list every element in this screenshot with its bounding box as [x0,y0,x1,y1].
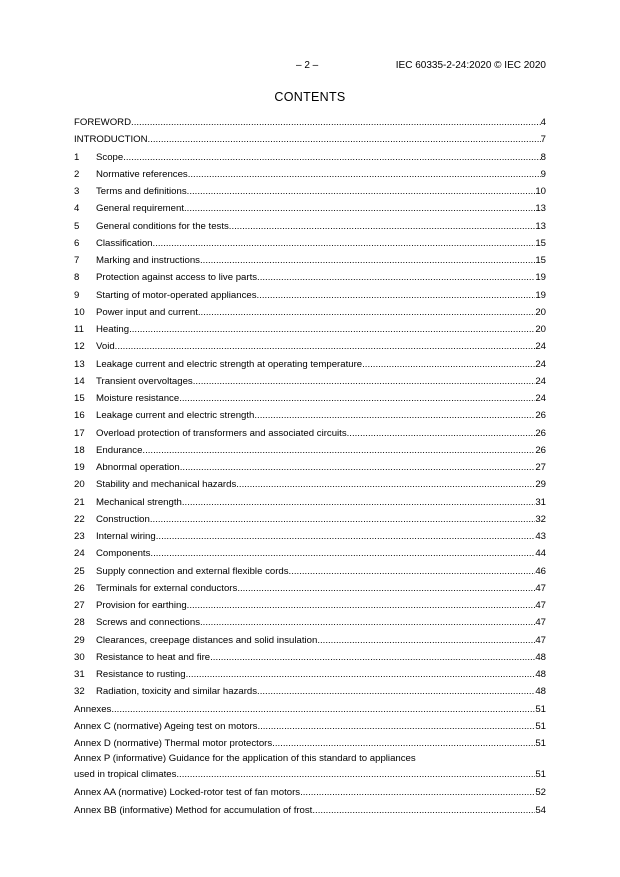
toc-entry-title: Resistance to rusting [96,669,186,680]
toc-entry-number: 8 [74,272,80,284]
toc-entry-page: 47 [535,617,546,629]
toc-entry-title: Leakage current and electric strength at operating temperature [96,358,363,370]
toc-entry[interactable] [74,149,546,166]
toc-entry-page: 24 [535,375,546,387]
toc-entry-number: 22 [74,513,85,525]
dot-leader [237,580,535,597]
toc-entry[interactable] [74,252,546,269]
toc-entry-title: Scope [96,151,124,163]
dot-leader [347,425,536,442]
toc-entry-number: 24 [74,548,85,560]
toc-entry-title: Supply connection and external flexible cords [96,565,289,577]
toc-entry-page: 26 [535,410,546,422]
toc-entry-number: 10 [74,306,85,318]
table-of-contents [74,114,546,819]
toc-entry-title: used in tropical climates [74,769,177,781]
toc-entry[interactable] [74,166,546,183]
toc-entry[interactable] [74,356,546,373]
dot-leader [156,528,536,545]
toc-entry-title: Resistance to heat and fire [96,651,211,663]
toc-entry-title: Clearances, creepage distances and solid insulation [96,634,318,646]
toc-entry-title: Normative references [96,168,188,180]
dot-leader [257,718,535,735]
toc-entry-number: 18 [74,444,85,456]
dot-leader [182,494,535,511]
toc-entry-page: 51 [535,769,546,781]
toc-entry-title: Screws and connections [96,617,200,629]
toc-entry[interactable] [74,321,546,338]
toc-entry-title: INTRODUCTION [74,134,148,146]
dot-leader [115,338,536,355]
toc-entry-number: 21 [74,496,85,508]
dot-leader [184,200,535,217]
dot-leader [200,252,535,269]
toc-entry[interactable] [74,528,546,545]
toc-entry[interactable] [74,459,546,476]
toc-entry-page: 48 [535,669,546,680]
toc-entry-page: 19 [535,272,546,284]
toc-entry-number: 3 [74,186,80,197]
toc-entry[interactable] [74,563,546,580]
toc-entry-page: 20 [535,306,546,318]
toc-entry[interactable] [74,425,546,442]
toc-entry-number: 17 [74,427,85,439]
toc-entry-number: 13 [74,358,85,370]
toc-entry-number: 23 [74,531,85,542]
toc-entry-number: 31 [74,669,85,680]
toc-entry-title: General conditions for the tests [96,220,229,232]
dot-leader [187,597,536,614]
toc-entry-number: 26 [74,582,85,594]
dot-leader [210,649,535,666]
toc-entry-page: 51 [535,720,546,732]
toc-entry[interactable] [74,269,546,286]
toc-entry-page: 51 [535,703,546,715]
toc-entry-title: Power input and current [96,306,198,318]
toc-entry[interactable] [74,632,546,649]
dot-leader [129,321,535,338]
dot-leader [257,269,535,286]
toc-entry-title: Provision for earthing [96,600,187,611]
toc-entry-number: 12 [74,341,85,353]
toc-entry-number: 19 [74,462,85,473]
toc-entry-number: 27 [74,600,85,611]
toc-entry[interactable] [74,407,546,424]
toc-entry-title: Endurance [96,444,143,456]
toc-entry[interactable] [74,701,546,718]
toc-entry-title: Stability and mechanical hazards [96,479,237,491]
toc-entry[interactable] [74,614,546,631]
toc-entry[interactable] [74,718,546,735]
dot-leader [111,701,535,718]
dot-leader [148,131,541,148]
toc-entry-title: Annex BB (informative) Method for accumulation of frost [74,804,313,816]
dot-leader [186,666,536,683]
toc-entry-page: 32 [535,513,546,525]
toc-entry[interactable] [74,200,546,217]
toc-entry-number: 29 [74,634,85,646]
dot-leader [142,442,535,459]
toc-entry-number: 28 [74,617,85,629]
toc-entry[interactable] [74,442,546,459]
toc-entry[interactable] [74,304,546,321]
toc-entry-page: 43 [535,531,546,542]
contents-title: CONTENTS [274,90,346,104]
toc-entry-number: 25 [74,565,85,577]
toc-entry-number: 14 [74,375,85,387]
toc-entry[interactable] [74,752,546,784]
toc-entry[interactable] [74,287,546,304]
toc-entry[interactable] [74,802,546,819]
toc-entry-page: 9 [540,168,546,180]
toc-entry-number: 20 [74,479,85,491]
toc-entry-number: 1 [74,151,80,163]
toc-entry[interactable] [74,476,546,493]
toc-entry-title: FOREWORD [74,117,132,128]
dot-leader [131,114,541,131]
toc-entry[interactable] [74,784,546,801]
toc-entry-number: 5 [74,220,80,232]
toc-entry[interactable] [74,683,546,700]
toc-entry-page: 15 [535,237,546,249]
toc-entry-title: Void [96,341,115,353]
toc-entry[interactable] [74,218,546,235]
toc-entry[interactable] [74,390,546,407]
toc-entry[interactable] [74,649,546,666]
toc-entry-page: 13 [535,220,546,232]
toc-entry-title: Components [96,548,151,560]
dot-leader [188,166,541,183]
toc-entry[interactable] [74,114,546,131]
toc-entry[interactable] [74,666,546,683]
dot-leader [123,149,540,166]
toc-entry-page: 15 [535,255,546,266]
toc-entry-page: 46 [535,565,546,577]
dot-leader [272,735,535,752]
toc-entry[interactable] [74,373,546,390]
toc-entry-page: 47 [535,634,546,646]
toc-entry[interactable] [74,131,546,148]
toc-entry-title: Abnormal operation [96,462,180,473]
dot-leader [153,235,536,252]
toc-entry-title: Heating [96,324,130,335]
dot-leader [200,614,535,631]
dot-leader [187,183,536,200]
toc-entry-title: Starting of motor-operated appliances [96,289,257,301]
toc-entry-page: 24 [535,358,546,370]
toc-entry-number: 30 [74,651,85,663]
toc-entry-page: 48 [535,686,546,698]
page-number: – 2 – [296,60,319,71]
toc-entry-page: 48 [535,651,546,663]
dot-leader [236,476,535,493]
toc-entry-page: 20 [535,324,546,335]
dot-leader [193,373,536,390]
toc-entry-number: 11 [74,324,84,335]
toc-entry-page: 51 [535,738,546,749]
toc-entry[interactable] [74,735,546,752]
toc-entry-number: 6 [74,237,80,249]
toc-entry-number: 2 [74,168,80,180]
toc-entry-number: 15 [74,393,85,404]
dot-leader [317,632,535,649]
toc-entry-page: 47 [535,600,546,611]
toc-entry-page: 10 [535,186,546,197]
dot-leader [176,766,535,783]
toc-entry-title: Terms and definitions [96,186,187,197]
toc-entry[interactable] [74,545,546,562]
dot-leader [362,356,535,373]
toc-entry-page: 13 [535,203,546,215]
toc-entry-title: Marking and instructions [96,255,200,266]
toc-entry-title: Annex AA (normative) Locked-rotor test of fan motors [74,787,301,799]
toc-entry-number: 32 [74,686,85,698]
toc-entry[interactable] [74,235,546,252]
toc-entry-page: 24 [535,341,546,353]
toc-entry-number: 4 [74,203,80,215]
toc-entry-page: 27 [535,462,546,473]
dot-leader [179,390,535,407]
page-header [0,60,620,74]
toc-entry-title: Radiation, toxicity and similar hazards [96,686,258,698]
toc-entry-page: 19 [535,289,546,301]
toc-entry-number: 9 [74,289,80,301]
toc-entry[interactable] [74,183,546,200]
toc-entry-page: 52 [535,787,546,799]
dot-leader [257,683,535,700]
dot-leader [198,304,535,321]
dot-leader [150,511,535,528]
toc-entry-page: 26 [535,444,546,456]
toc-entry-title: Internal wiring [96,531,156,542]
toc-entry-page: 24 [535,393,546,404]
toc-entry-title: General requirement [96,203,184,215]
toc-entry-title: Annex C (normative) Ageing test on motors [74,720,258,732]
toc-entry-title: Construction [96,513,150,525]
toc-entry-page: 47 [535,582,546,594]
toc-entry-title: Terminals for external conductors [96,582,238,594]
dot-leader [180,459,536,476]
toc-entry-number: 7 [74,255,80,266]
dot-leader [150,545,535,562]
toc-entry-title: Protection against access to live parts [96,272,258,284]
toc-entry[interactable] [74,338,546,355]
toc-entry-page: 54 [535,804,546,816]
toc-entry-page: 31 [535,496,546,508]
toc-entry-page: 29 [535,479,546,491]
toc-entry-page: 44 [535,548,546,560]
toc-entry-page: 8 [540,151,546,163]
toc-entry[interactable] [74,494,546,511]
toc-entry[interactable] [74,580,546,597]
dot-leader [289,563,536,580]
toc-entry-title: Annex D (normative) Thermal motor protectors [74,738,273,749]
toc-entry[interactable] [74,597,546,614]
dot-leader [300,784,535,801]
toc-entry-title: Leakage current and electric strength [96,410,255,422]
document-reference: IEC 60335-2-24:2020 © IEC 2020 [395,60,546,71]
toc-entry-title: Moisture resistance [96,393,180,404]
toc-entry-page: 4 [540,117,546,128]
toc-entry-title: Classification [96,237,153,249]
toc-entry-title: Mechanical strength [96,496,182,508]
toc-entry-title: Overload protection of transformers and associated circuits [96,427,347,439]
toc-entry[interactable] [74,511,546,528]
dot-leader [312,802,535,819]
toc-entry-number: 16 [74,410,85,422]
toc-entry-page: 7 [540,134,546,146]
toc-entry-title-line1: Annex P (informative) Guidance for the application of this standard to appliances [74,753,416,765]
toc-entry-page: 26 [535,427,546,439]
toc-entry-title: Annexes [74,703,112,715]
toc-entry-title: Transient overvoltages [96,375,193,387]
dot-leader [254,407,535,424]
dot-leader [229,218,536,235]
dot-leader [257,287,536,304]
